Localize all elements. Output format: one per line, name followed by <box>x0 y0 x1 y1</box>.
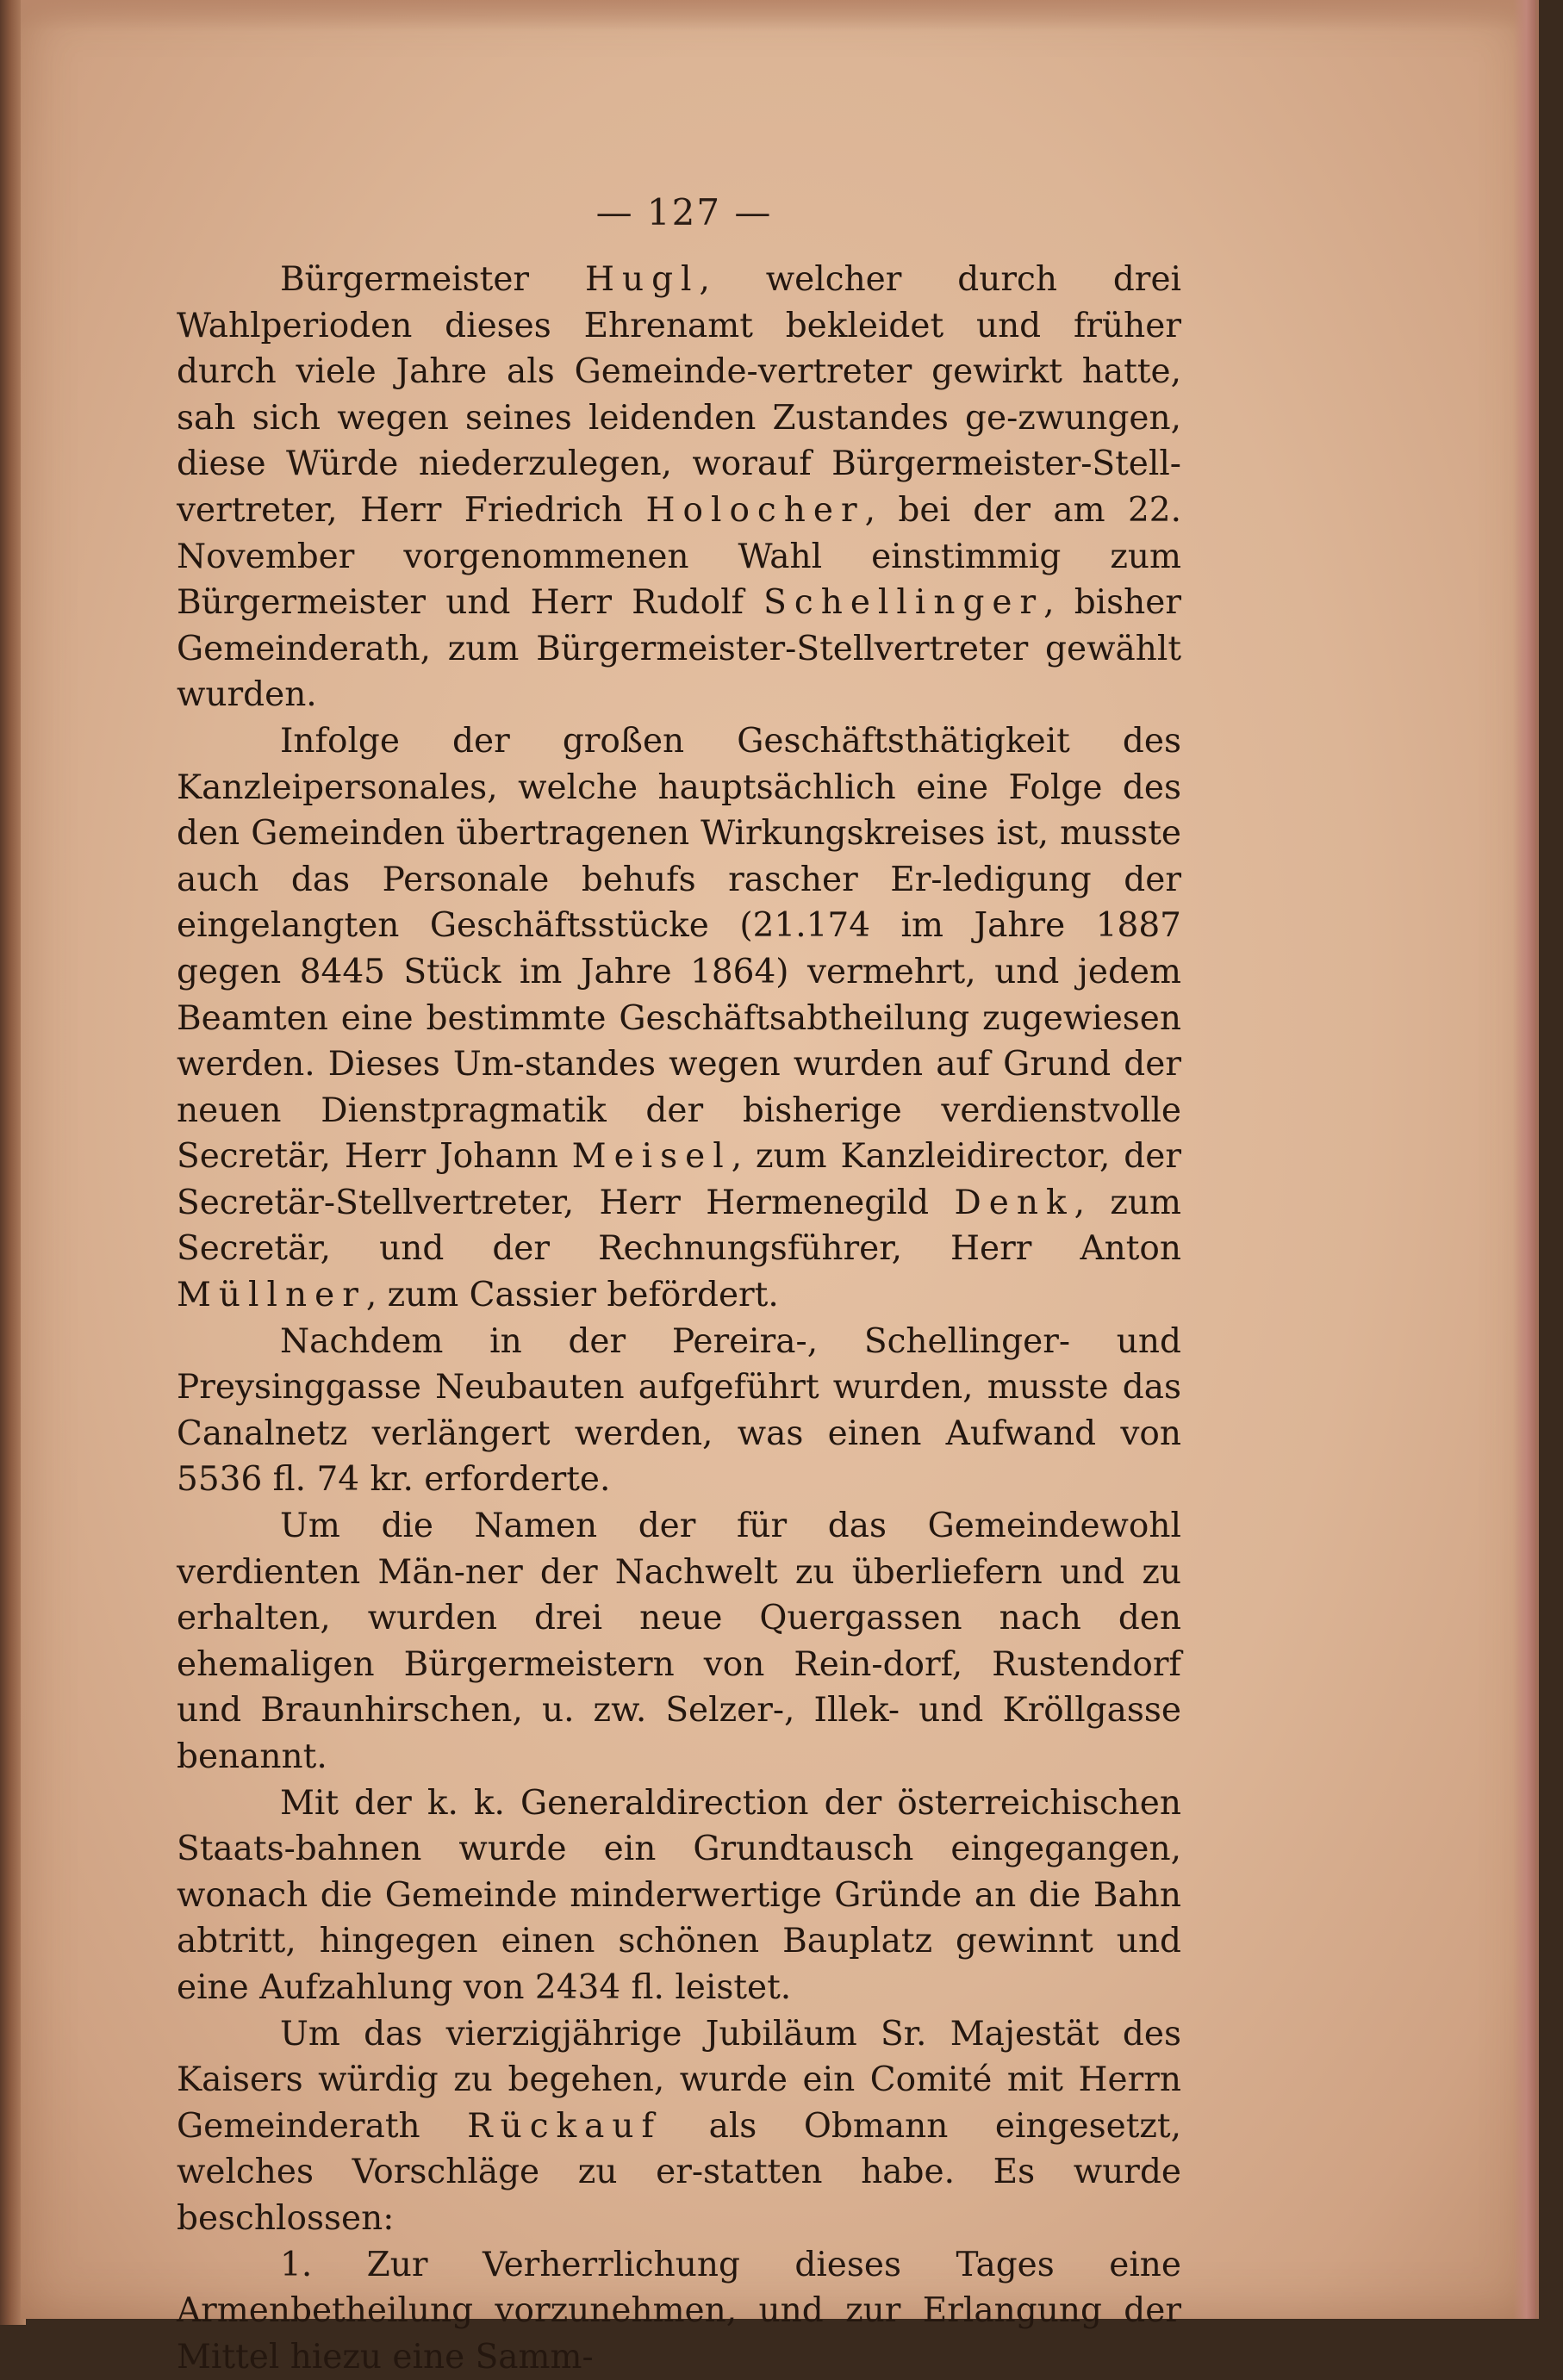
spaced-name: Schellinger <box>763 583 1044 623</box>
text-run: Infolge der großen Geschäftsthätigkeit des Kanzleipersonales, welche hauptsächlich eine Folge des den Gemeinden übertragenen Wirkungskreises ist, musste auch das Personale behufs rascher Er-ledigung der eingelangten Geschäftsstücke (21.174 im Jahre 1887 gegen 8445 Stück im Jahre 1864) vermehrt, und jedem Beamten eine bestimmte Geschäftsabtheilung zugewiesen werden. Dieses Um-standes wegen wurden auf Grund der neuen Dienstpragmatik der bisherige verdienstvolle Secretär, Herr Johann <box>177 721 1181 1177</box>
spaced-name: Rückauf <box>467 2106 662 2146</box>
text-run: Um das vierzigjährige Jubiläum Sr. Majestät des Kaisers würdig zu begehen, wurde ein Comité mit Herrn Gemeinderath <box>177 2014 1181 2146</box>
spaced-name: Meisel <box>571 1137 732 1177</box>
text-run: , zum Secretär, und der Rechnungsführer, Herr Anton <box>177 1183 1181 1269</box>
spaced-name: Holocher <box>645 490 865 530</box>
page-top-shadow <box>21 0 1535 31</box>
paragraph <box>177 2011 1181 2242</box>
spaced-name: Müllner <box>177 1276 366 1315</box>
text-run: als Obmann eingesetzt, welches Vorschläge zu er-statten habe. Es wurde beschlossen: <box>177 2106 1182 2238</box>
page-number: — 127 — <box>595 191 773 233</box>
book-page <box>21 0 1539 2377</box>
paragraph <box>177 1319 1181 1503</box>
paragraph <box>177 718 1181 1319</box>
text-run: Nachdem in der Pereira-, Schellinger- und Preysinggasse Neubauten aufgeführt wurden, musste das Canalnetz verlängert werden, was einen Aufwand von 5536 fl. 74 kr. erforderte. <box>177 1321 1181 1500</box>
text-run: , welcher durch drei Wahlperioden dieses Ehrenamt bekleidet und früher durch viele Jahre als Gemeinde-vertreter gewirkt hatte, sah sich wegen seines leidenden Zustandes ge-zwungen, diese Würde niederzulegen, worauf Bürgermeister-Stell-vertreter, Herr Friedrich <box>177 260 1181 530</box>
text-run: , zum Cassier befördert. <box>365 1276 779 1315</box>
paragraph <box>177 2242 1181 2380</box>
text-run: Bürgermeister <box>280 260 585 299</box>
text-run: , bisher Gemeinderath, zum Bürgermeister-Stellvertreter gewählt wurden. <box>177 583 1181 715</box>
text-run: Um die Namen der für das Gemeindewohl verdienten Män-ner der Nachwelt zu überliefern und zu erhalten, wurden drei neue Quergassen nach den ehemaligen Bürgermeistern von Rein-dorf, Rustendorf und Braunhirschen, u. zw. Selzer-, Illek- und Kröllgasse benannt. <box>177 1507 1181 1776</box>
body-text <box>177 257 1181 2380</box>
spaced-name: Hugl <box>584 260 700 299</box>
text-run: , bei der am 22. November vorgenommenen Wahl einstimmig zum Bürgermeister und Herr Rudolf <box>177 490 1182 623</box>
paragraph <box>177 1503 1181 1780</box>
text-run: Mit der k. k. Generaldirection der österreichischen Staats-bahnen wurde ein Grundtausch eingegangen, wonach die Gemeinde minderwertige Gründe an die Bahn abtritt, hingegen einen schönen Bauplatz gewinnt und eine Aufzahlung von 2434 fl. leistet. <box>177 1783 1181 2007</box>
paragraph <box>177 257 1181 718</box>
spaced-name: Denk <box>954 1183 1074 1222</box>
paragraph <box>177 1780 1181 2011</box>
text-run: , zum Kanzleidirector, der Secretär-Stellvertreter, Herr Hermenegild <box>177 1137 1181 1222</box>
page-right-edge <box>1513 0 1535 2319</box>
text-run: 1. Zur Verherrlichung dieses Tages eine Armenbetheilung vorzunehmen, und zur Erlangung der Mittel hiezu eine Samm- <box>177 2245 1181 2377</box>
